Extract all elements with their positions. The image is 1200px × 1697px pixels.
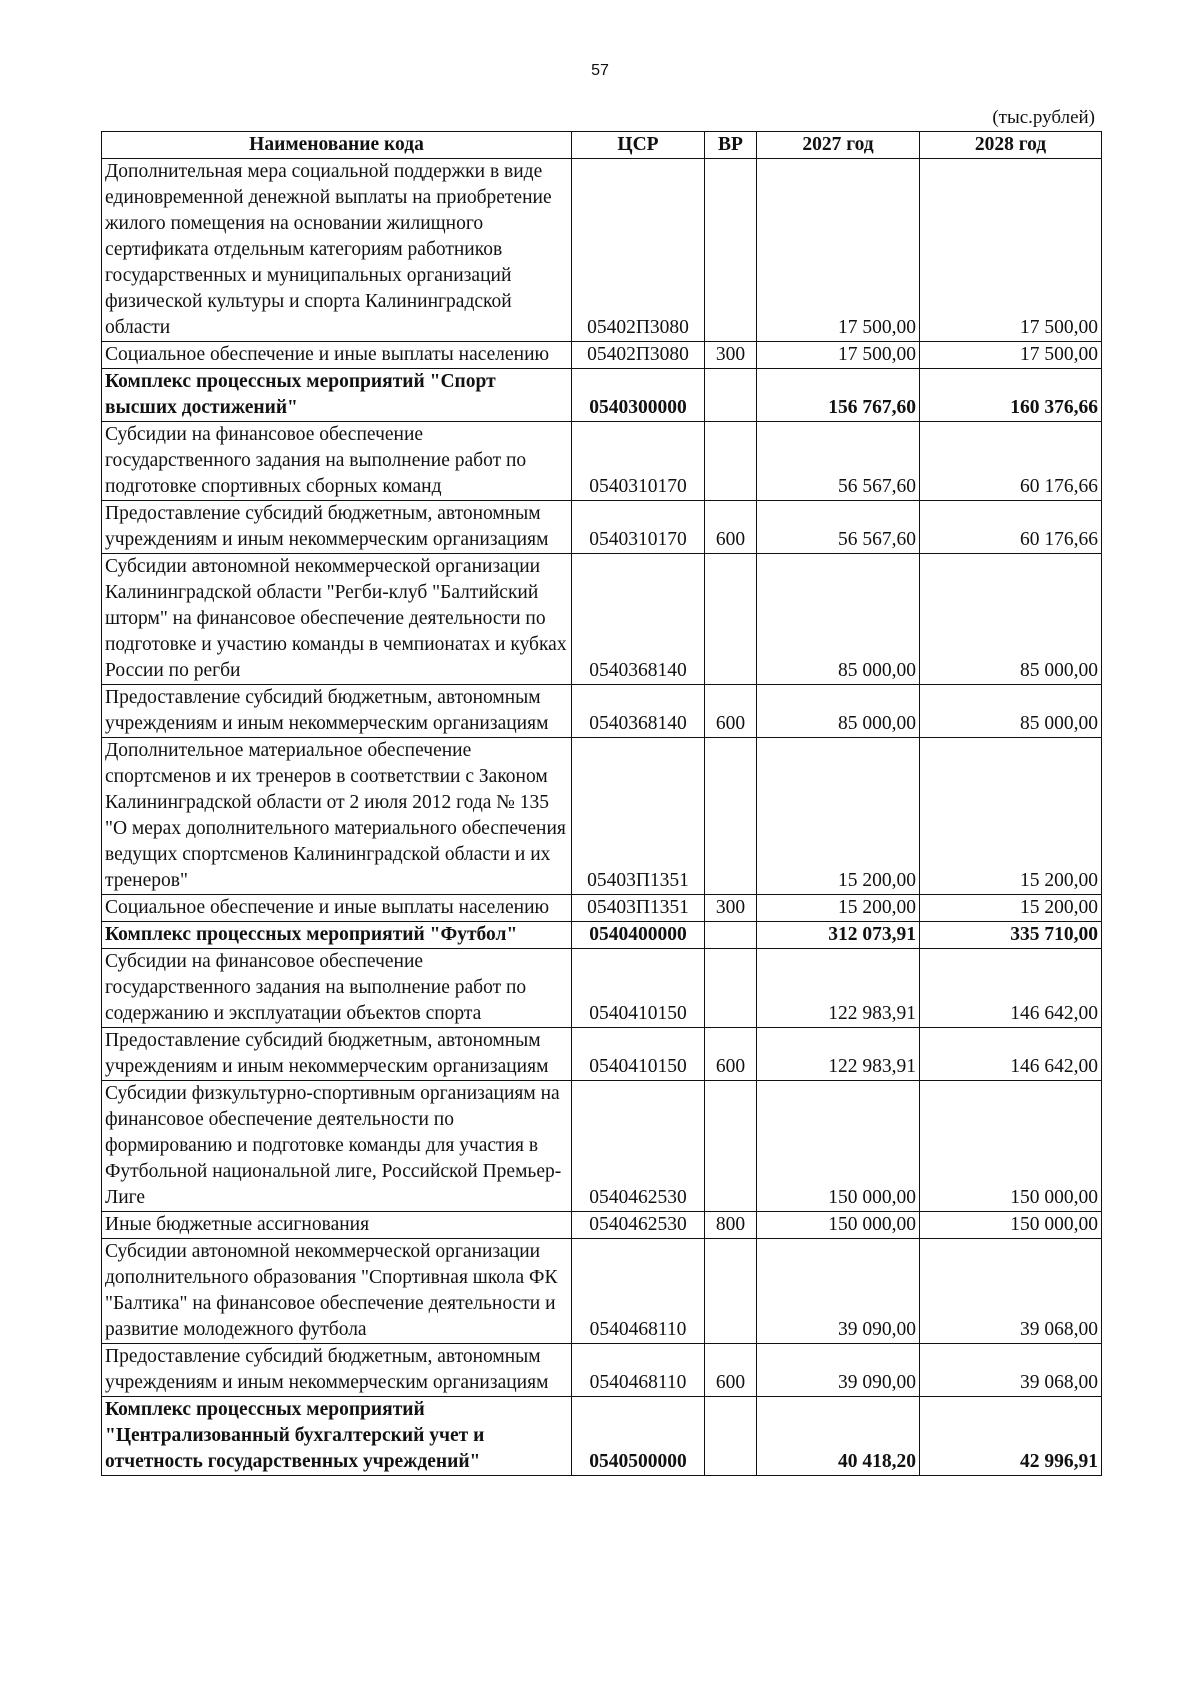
cell-2027: 122 983,91 [757,1028,920,1081]
cell-name: Социальное обеспечение и иные выплаты населению [102,895,572,922]
cell-2027: 39 090,00 [757,1239,920,1344]
cell-name: Комплекс процессных мероприятий "Футбол" [102,922,572,949]
cell-name: Субсидии на финансовое обеспечение государственного задания на выполнение работ по подготовке спортивных сборных команд [102,422,572,501]
table-row [102,895,1102,922]
cell-name: Предоставление субсидий бюджетным, автономным учреждениям и иным некоммерческим организациям [102,685,572,738]
cell-vr [705,1397,757,1476]
cell-2028: 85 000,00 [920,554,1102,685]
cell-csr: 0540368140 [572,554,705,685]
cell-2027: 56 567,60 [757,501,920,554]
cell-2027: 40 418,20 [757,1397,920,1476]
cell-2028: 150 000,00 [920,1081,1102,1212]
cell-name: Предоставление субсидий бюджетным, автономным учреждениям и иным некоммерческим организациям [102,1344,572,1397]
table-row [102,1397,1102,1476]
cell-2028: 17 500,00 [920,159,1102,342]
cell-name: Иные бюджетные ассигнования [102,1212,572,1239]
cell-csr: 0540310170 [572,501,705,554]
cell-2028: 160 376,66 [920,369,1102,422]
cell-csr: 0540410150 [572,1028,705,1081]
cell-name: Предоставление субсидий бюджетным, автономным учреждениям и иным некоммерческим организациям [102,501,572,554]
cell-csr: 05403П1351 [572,738,705,895]
cell-2027: 17 500,00 [757,159,920,342]
column-header-csr: ЦСР [572,132,705,159]
cell-name: Дополнительная мера социальной поддержки в виде единовременной денежной выплаты на приобретение жилого помещения на основании жилищного сертификата отдельным категориям работников государственных и муниципальных организаций физической культуры и спорта Калининградской области [102,159,572,342]
table-row [102,949,1102,1028]
table-header-row [102,132,1102,159]
column-header-2028: 2028 год [920,132,1102,159]
cell-2028: 146 642,00 [920,1028,1102,1081]
cell-vr [705,738,757,895]
cell-2028: 17 500,00 [920,342,1102,369]
cell-csr: 0540400000 [572,922,705,949]
cell-name: Субсидии физкультурно-спортивным организациям на финансовое обеспечение деятельности по формированию и подготовке команды для участия в Футбольной национальной лиге, Российской Премьер-Лиге [102,1081,572,1212]
cell-vr [705,1239,757,1344]
table-body [102,159,1102,1476]
cell-2028: 150 000,00 [920,1212,1102,1239]
cell-2028: 39 068,00 [920,1239,1102,1344]
cell-vr [705,159,757,342]
cell-csr: 0540300000 [572,369,705,422]
column-header-vr: ВР [705,132,757,159]
cell-csr: 0540368140 [572,685,705,738]
table-row [102,1081,1102,1212]
table-row [102,554,1102,685]
cell-2028: 60 176,66 [920,501,1102,554]
table-row [102,422,1102,501]
cell-2027: 122 983,91 [757,949,920,1028]
table-row [102,1212,1102,1239]
table-row [102,685,1102,738]
cell-name: Субсидии автономной некоммерческой организации дополнительного образования "Спортивная школа ФК "Балтика" на финансовое обеспечение деятельности и развитие молодежного футбола [102,1239,572,1344]
cell-name: Субсидии на финансовое обеспечение государственного задания на выполнение работ по содержанию и эксплуатации объектов спорта [102,949,572,1028]
table-row [102,369,1102,422]
cell-vr [705,422,757,501]
cell-name: Субсидии автономной некоммерческой организации Калининградской области "Регби-клуб "Балтийский шторм" на финансовое обеспечение деятельности по подготовке и участию команды в чемпионатах и кубках России по регби [102,554,572,685]
cell-name: Комплекс процессных мероприятий "Спорт высших достижений" [102,369,572,422]
cell-2027: 15 200,00 [757,895,920,922]
cell-vr [705,369,757,422]
cell-2028: 335 710,00 [920,922,1102,949]
cell-vr [705,1081,757,1212]
cell-2028: 15 200,00 [920,738,1102,895]
table-row [102,159,1102,342]
cell-2027: 156 767,60 [757,369,920,422]
cell-vr: 300 [705,895,757,922]
cell-2027: 85 000,00 [757,685,920,738]
table-row [102,1028,1102,1081]
cell-2028: 146 642,00 [920,949,1102,1028]
cell-csr: 05402П3080 [572,159,705,342]
cell-2027: 150 000,00 [757,1212,920,1239]
table-row [102,501,1102,554]
cell-2028: 85 000,00 [920,685,1102,738]
cell-2027: 85 000,00 [757,554,920,685]
cell-csr: 0540462530 [572,1212,705,1239]
cell-vr [705,949,757,1028]
cell-2028: 42 996,91 [920,1397,1102,1476]
cell-csr: 0540500000 [572,1397,705,1476]
cell-csr: 05402П3080 [572,342,705,369]
cell-csr: 05403П1351 [572,895,705,922]
cell-csr: 0540462530 [572,1081,705,1212]
cell-vr: 600 [705,1344,757,1397]
cell-2027: 15 200,00 [757,738,920,895]
cell-csr: 0540468110 [572,1344,705,1397]
table-row [102,1239,1102,1344]
cell-vr: 600 [705,685,757,738]
cell-vr [705,922,757,949]
page-number: 57 [591,62,609,79]
table-row [102,342,1102,369]
table-row [102,922,1102,949]
column-header-2027: 2027 год [757,132,920,159]
cell-csr: 0540410150 [572,949,705,1028]
cell-2027: 17 500,00 [757,342,920,369]
cell-csr: 0540468110 [572,1239,705,1344]
units-label: (тыс.рублей) [992,107,1095,128]
cell-csr: 0540310170 [572,422,705,501]
budget-table [101,131,1102,1476]
cell-name: Дополнительное материальное обеспечение спортсменов и их тренеров в соответствии с Законом Калининградской области от 2 июля 2012 года № 135 "О мерах дополнительного материального обеспечения ведущих спортсменов Калининградской области и их тренеров" [102,738,572,895]
cell-2027: 56 567,60 [757,422,920,501]
cell-vr [705,554,757,685]
cell-2028: 15 200,00 [920,895,1102,922]
cell-2028: 39 068,00 [920,1344,1102,1397]
cell-vr: 300 [705,342,757,369]
cell-2027: 312 073,91 [757,922,920,949]
cell-vr: 600 [705,1028,757,1081]
cell-2027: 150 000,00 [757,1081,920,1212]
cell-name: Социальное обеспечение и иные выплаты населению [102,342,572,369]
cell-vr: 800 [705,1212,757,1239]
cell-name: Комплекс процессных мероприятий "Централизованный бухгалтерский учет и отчетность государственных учреждений" [102,1397,572,1476]
cell-2028: 60 176,66 [920,422,1102,501]
cell-2027: 39 090,00 [757,1344,920,1397]
table-row [102,1344,1102,1397]
cell-vr: 600 [705,501,757,554]
table-row [102,738,1102,895]
cell-name: Предоставление субсидий бюджетным, автономным учреждениям и иным некоммерческим организациям [102,1028,572,1081]
column-header-name: Наименование кода [102,132,572,159]
